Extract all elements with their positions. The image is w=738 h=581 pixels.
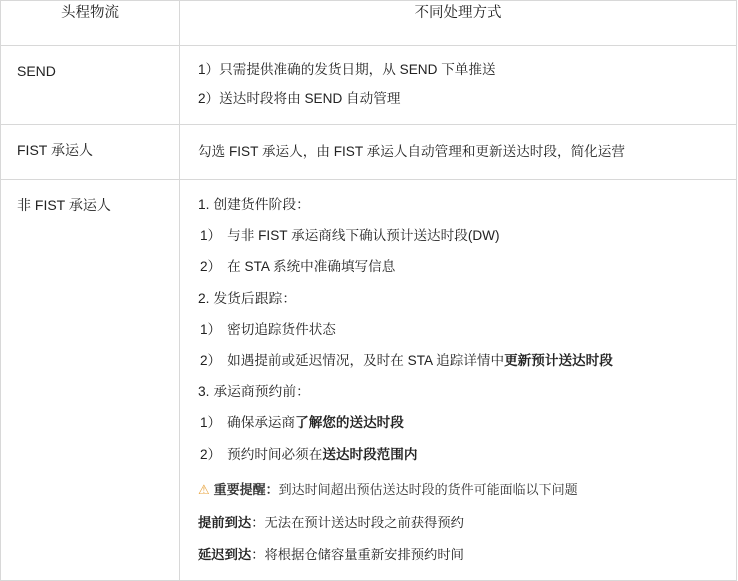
step-item-text: 在 STA 系统中准确填写信息 xyxy=(227,259,396,275)
row-label-cell xyxy=(1,46,180,125)
warning-icon: ⚠ xyxy=(198,482,210,498)
step-item xyxy=(198,412,722,434)
step-item-text: 预约时间必须在 xyxy=(227,446,323,462)
table-header-row xyxy=(1,1,737,46)
step-item-emphasis: 送达时段范围内 xyxy=(322,446,418,462)
consequence-separator: ： xyxy=(251,515,265,531)
step-item xyxy=(198,225,722,247)
row-label-non-fist-carrier: 非 FIST 承运人 xyxy=(17,197,111,214)
step-heading-post-shipment-tracking: 2. 发货后跟踪： xyxy=(198,290,297,306)
step-item-index: 1） xyxy=(200,321,222,337)
step-item-index: 2） xyxy=(200,446,222,462)
row-content-cell xyxy=(180,124,737,179)
row-content-cell xyxy=(180,180,737,581)
fist-line-1: 勾选 FIST 承运人，由 FIST 承运人自动管理和更新送达时段，简化运营 xyxy=(198,143,625,159)
step-item-text: 密切追踪货件状态 xyxy=(227,321,336,337)
send-line-2: 2）送达时段将由 SEND 自动管理 xyxy=(198,91,401,107)
consequence-text: 无法在预计送达时段之前获得预约 xyxy=(264,515,464,531)
step-item-index: 1） xyxy=(200,228,222,244)
important-note xyxy=(198,479,722,500)
column-header-handling: 不同处理方式 xyxy=(180,1,737,46)
consequence-separator: ： xyxy=(251,547,265,563)
table-row xyxy=(1,46,737,125)
step-item-text: 与非 FIST 承运商线下确认预计送达时段(DW) xyxy=(227,228,500,244)
send-line-1: 1）只需提供准确的发货日期，从 SEND 下单推送 xyxy=(198,62,496,77)
step-item xyxy=(198,256,722,278)
row-label-cell xyxy=(1,124,180,179)
step-item-index: 2） xyxy=(200,353,222,369)
row-label-cell xyxy=(1,180,180,581)
consequence-label: 延迟到达 xyxy=(198,547,252,563)
important-note-text: 到达时间超出预估送达时段的货件可能面临以下问题 xyxy=(278,482,578,498)
step-item-emphasis: 了解您的送达时段 xyxy=(295,415,404,431)
table-row xyxy=(1,124,737,179)
row-content-cell xyxy=(180,46,737,125)
table-row xyxy=(1,180,737,581)
step-heading-create-shipment: 1. 创建货件阶段： xyxy=(198,197,310,213)
consequence-label: 提前到达 xyxy=(198,515,252,531)
row-label-send: SEND xyxy=(17,63,56,79)
step-item-index: 2） xyxy=(200,259,222,275)
step-item-text: 确保承运商 xyxy=(227,415,296,431)
step-item-index: 1） xyxy=(200,415,222,431)
step-item xyxy=(198,444,722,466)
consequence-late-arrival xyxy=(198,544,722,566)
step-item xyxy=(198,319,722,341)
step-heading-before-carrier-appointment: 3. 承运商预约前： xyxy=(198,384,310,400)
step-item-emphasis: 更新预计送达时段 xyxy=(504,353,613,369)
column-header-first-mile: 头程物流 xyxy=(1,1,180,46)
important-note-label: 重要提醒： xyxy=(213,482,279,498)
step-item xyxy=(198,350,722,372)
row-label-fist-carrier: FIST 承运人 xyxy=(17,141,93,158)
step-item-text: 如遇提前或延迟情况，及时在 STA 追踪详情中 xyxy=(227,353,505,369)
consequence-text: 将根据仓储容量重新安排预约时间 xyxy=(264,547,464,563)
consequence-early-arrival xyxy=(198,512,722,534)
